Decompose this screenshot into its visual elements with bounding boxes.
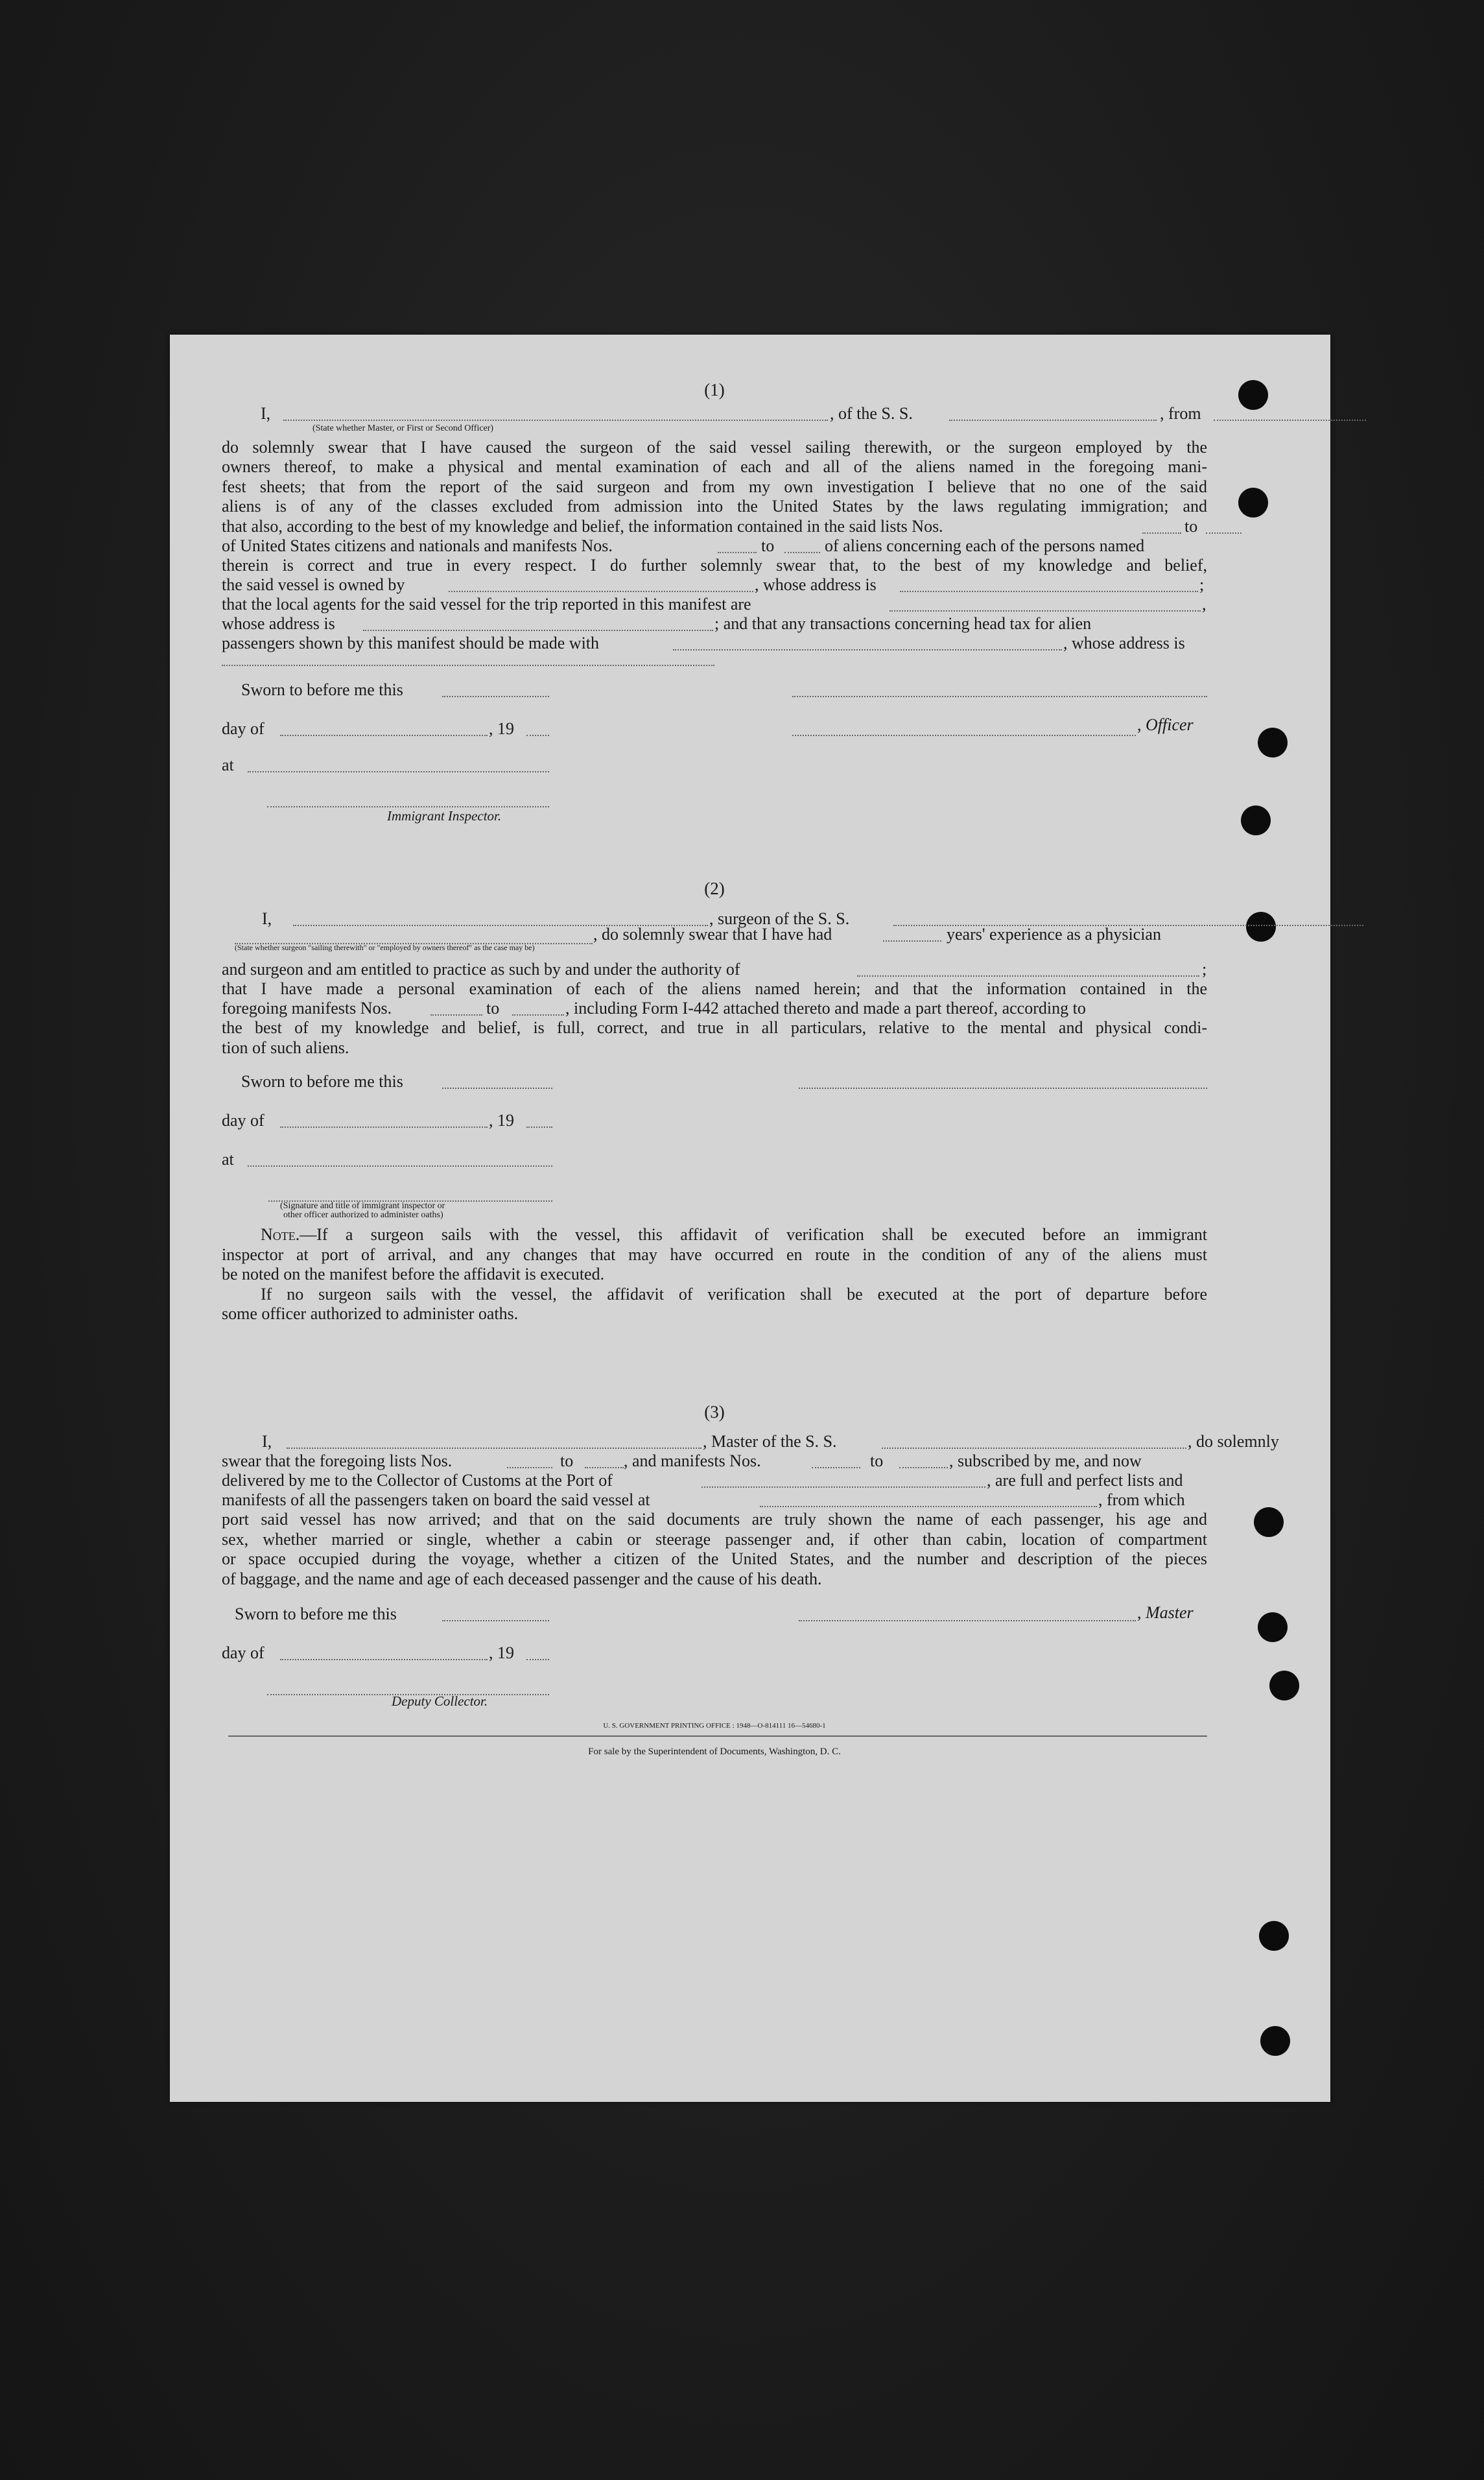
master-lists-to-field[interactable] [585,1455,624,1468]
day-of-field[interactable] [280,723,488,736]
surgeon-status-field[interactable] [235,931,593,944]
lists-to-field[interactable] [1206,521,1242,534]
year-label: , 19 [489,1111,514,1130]
to-label: to [1184,516,1198,536]
text-line: or space occupied during the voyage, whether a citizen of the United States, and the number and description of the pieces [222,1549,1207,1568]
text-line: therein is correct and true in every respect. I do further solemnly swear that, to the best of my knowledge and belief, [222,555,1207,575]
day-of-label: day of [222,719,265,738]
owner-address-field[interactable] [900,579,1198,592]
form-content [222,380,1372,1761]
text-line: years' experience as a physician [947,924,1161,944]
text-line: that I have made a personal examination of each of the aliens named herein; and that the information contained in the [222,979,1207,998]
administering-officer-signature-field[interactable] [268,1189,552,1202]
surgeon-ship-field[interactable] [893,913,1363,926]
to-label: to [870,1451,884,1470]
text-line: , do solemnly [1188,1432,1279,1451]
text-line: whose address is [222,614,335,633]
owner-field[interactable] [449,579,753,592]
text-line: passengers shown by this manifest should be made with [222,634,600,652]
binder-hole [1258,1612,1288,1642]
note-text: —If a surgeon sails with the vessel, this affidavit of verification shall be executed before an immigrant [300,1225,1207,1244]
year-field[interactable] [526,723,549,736]
manifests-to-field[interactable] [784,540,820,553]
text-line: that also, according to the best of my knowledge and belief, the information contained in the said lists Nos. [222,516,943,536]
from-port-field[interactable] [1214,408,1366,421]
section-3-i: I, [262,1432,272,1451]
text-line: the best of my knowledge and belief, is full, correct, and true in all particulars, relative to the mental and physical condi- [222,1018,1207,1037]
from-label: , from [1160,403,1201,423]
surgeon-manifests-from-field[interactable] [430,1003,482,1016]
officer-signature-field[interactable] [792,684,1207,697]
binder-hole [1241,805,1271,835]
head-tax-contact-field[interactable] [673,638,1062,650]
master-signature-field[interactable] [799,1608,1136,1621]
text-line: , subscribed by me, and now [949,1451,1142,1470]
text-line: port said vessel has now arrived; and that on the said documents are truly shown the name of each passenger, his age and [222,1510,1207,1529]
surgeon-of-label: , surgeon of the S. S. [709,909,850,928]
lists-from-field[interactable] [1142,521,1181,534]
surgeon-note: (State whether surgeon "sailing therewith" or "employed by owners thereof" as the case may be) [235,942,535,952]
agents-address-field[interactable] [363,618,713,631]
master-manifests-to-field[interactable] [899,1455,948,1468]
signature-note: (Signature and title of immigrant inspector or [280,1201,445,1211]
authority-field[interactable] [857,964,1199,977]
day-of-field[interactable] [280,1647,488,1660]
text-line: , from which [1098,1490,1185,1509]
day-of-label: day of [222,1643,265,1662]
note-text: be noted on the manifest before the affidavit is executed. [222,1265,605,1283]
sworn-date-field[interactable] [442,684,549,697]
officer-note: (State whether Master, or First or Second Officer) [312,423,494,433]
punct: ; [1202,959,1207,979]
binder-hole [1254,1507,1284,1537]
section-2-number: (2) [704,879,725,898]
to-label: to [560,1451,574,1470]
signature-note: other officer authorized to administer oaths) [283,1210,443,1220]
at-place-field[interactable] [248,759,549,772]
section-1-i: I, [261,403,271,423]
text-line: do solemnly swear that I have caused the surgeon of the said vessel sailing therewith, or the surgeon employed by the [222,437,1207,457]
form-page [170,335,1372,2102]
text-line: manifests of all the passengers taken on board the said vessel at [222,1490,650,1509]
year-label: , 19 [489,1643,514,1662]
text-line: tion of such aliens. [222,1038,349,1057]
officer-title-field[interactable] [792,723,1136,736]
note-text: inspector at port of arrival, and any changes that may have occurred en route in the condition of any of the aliens must [222,1245,1207,1264]
at-label: at [222,756,234,774]
text-line: of baggage, and the name and age of each deceased passenger and the cause of his death. [222,1569,822,1588]
text-line: , are full and perfect lists and [987,1471,1183,1490]
text-line: , and manifests Nos. [624,1451,761,1470]
ship-name-field[interactable] [949,408,1157,421]
inspector-signature-field[interactable] [267,794,549,807]
section-2-i: I, [262,909,272,928]
note-text: If no surgeon sails with the vessel, the affidavit of verification shall be executed at the port of departure before [261,1284,1207,1304]
printing-office-line: U. S. GOVERNMENT PRINTING OFFICE : 1948—O-814111 16—54680-1 [603,1722,826,1730]
text-line: , including Form I-442 attached thereto and made a part thereof, according to [565,999,1086,1018]
surgeon-signature-field[interactable] [799,1076,1207,1089]
deputy-collector-label: Deputy Collector. [392,1693,488,1709]
text-line: delivered by me to the Collector of Customs at the Port of [222,1471,613,1490]
text-line: and surgeon and am entitled to practice as such by and under the authority of [222,959,740,979]
section-1-number: (1) [704,380,725,399]
head-tax-address-field[interactable] [222,653,714,666]
at-label: at [222,1150,234,1169]
to-label: to [486,999,500,1018]
master-of-label: , Master of the S. S. [703,1432,837,1451]
local-agents-field[interactable] [889,599,1201,612]
manifests-from-field[interactable] [718,540,757,553]
immigrant-inspector-label: Immigrant Inspector. [387,808,502,824]
text-line: owners thereof, to make a physical and mental examination of each and all of the aliens named in the foregoing mani- [222,457,1207,476]
surgeon-name-field[interactable] [293,913,708,926]
section-3-number: (3) [704,1401,725,1422]
master-label: , Master [1137,1603,1194,1622]
day-of-field[interactable] [280,1115,488,1128]
master-ship-field[interactable] [882,1436,1186,1449]
of-ss-label: , of the S. S. [830,403,913,423]
text-line: , do solemnly swear that I have had [593,924,832,944]
text-line: of aliens concerning each of the persons named [825,536,1145,555]
binder-hole [1259,1921,1289,1951]
punct: , [1365,909,1370,928]
year-label: , 19 [489,719,514,738]
officer-name-field[interactable] [283,408,828,421]
master-lists-from-field[interactable] [507,1455,552,1468]
port-of-field[interactable] [701,1475,985,1488]
punct: , [1202,595,1207,614]
year-field[interactable] [526,1115,552,1128]
boarding-port-field[interactable] [760,1494,1097,1507]
punct: , [1368,403,1372,423]
master-manifests-from-field[interactable] [812,1455,860,1468]
officer-label: , Officer [1137,715,1194,734]
sworn-date-field[interactable] [442,1076,552,1089]
sworn-label: Sworn to before me this [241,680,403,699]
text-line: foregoing manifests Nos. [222,999,392,1018]
text-line: of United States citizens and nationals and manifests Nos. [222,536,613,555]
day-of-label: day of [222,1111,265,1130]
for-sale-line: For sale by the Superintendent of Documents, Washington, D. C. [588,1747,841,1757]
text-line: fest sheets; that from the report of the said surgeon and from my own investigation I believe that no one of the said [222,477,1207,496]
text-line: sex, whether married or single, whether a cabin or steerage passenger and, if other than cabin, location of compartment [222,1529,1207,1549]
to-label: to [761,536,775,555]
note-label: Note. [261,1225,300,1244]
binder-hole [1260,2026,1290,2056]
surgeon-manifests-to-field[interactable] [512,1003,564,1016]
text-line: , whose address is [755,575,877,594]
sworn-label: Sworn to before me this [235,1604,397,1623]
binder-hole [1269,1671,1299,1700]
punct: ; [1199,575,1205,594]
text-line: that the local agents for the said vessel for the trip reported in this manifest are [222,595,751,614]
text-line: , whose address is [1063,634,1185,652]
note-text: some officer authorized to administer oaths. [222,1304,519,1323]
footer-rule [228,1735,1207,1737]
year-field[interactable] [526,1647,549,1660]
binder-hole [1258,728,1288,757]
at-place-field[interactable] [248,1154,552,1167]
text-line: ; and that any transactions concerning head tax for alien [714,614,1092,633]
binder-hole [1238,380,1268,410]
years-experience-field[interactable] [883,929,941,942]
binder-hole [1238,488,1268,518]
text-line: the said vessel is owned by [222,575,405,594]
sworn-label: Sworn to before me this [241,1072,403,1091]
master-name-field[interactable] [287,1436,701,1449]
sworn-date-field[interactable] [442,1608,549,1621]
text-line: swear that the foregoing lists Nos. [222,1451,453,1470]
text-line: aliens is of any of the classes excluded from admission into the United States by the laws regulating immigration; and [222,497,1207,516]
